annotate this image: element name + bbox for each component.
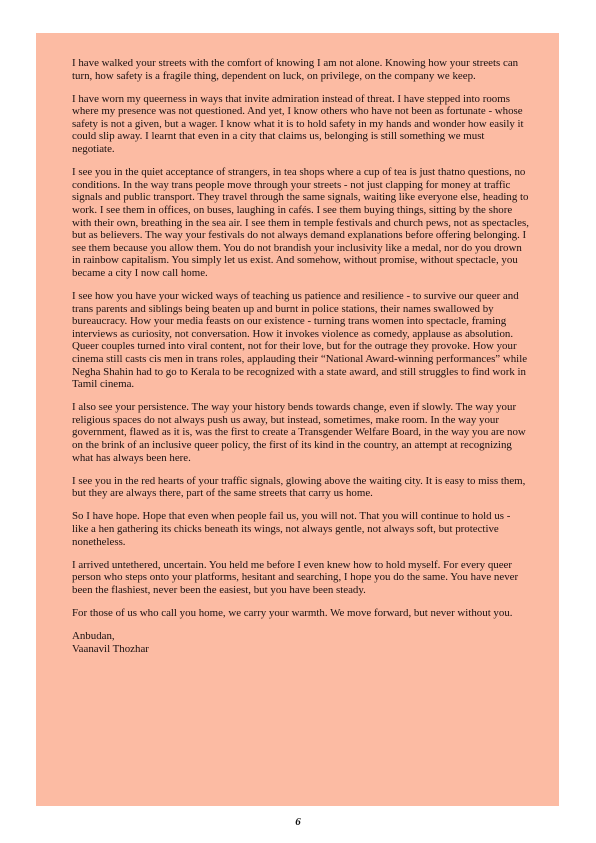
letter-paragraph-2: I have worn my queerness in ways that invite admiration instead of threat. I have stepped into rooms where my presence was not questioned. And yet, I know others who have not been as fortunate - whose safety is not a given, but a wager. I know what it is to hold safety in my hands and wonder how easily it could slip away. I learnt that even in a city that claims us, belonging is still something we must negotiate. [72,92,524,156]
letter-paragraph-7: So I have hope. Hope that even when people fail us, you will not. That you will continue to hold us - like a hen gathering its chicks beneath its wings, not always gentle, not always soft, but protective nonetheless. [72,510,511,548]
letter-paragraph-4: I see how you have your wicked ways of teaching us patience and resilience - to survive our queer and trans parents and siblings being beaten up and burnt in police stations, their names swallowed by bureaucracy. How your media feasts on our existence - turning trans women into spectacle, framing interviews as curiosity, not conversation. How it invokes violence as comedy, applause as absolution. Queer couples turned into viral content, not for their love, but for the outrage they provoke. How your cinema still casts cis men in trans roles, applauding their “National Award-winning performances” while Negha Shahin had to go to Kerala to be recognized with a state award, and still struggles to find work in Tamil cinema. [72,290,528,391]
letter-closing: Anbudan, [72,630,115,643]
letter-signature: Vaanavil Thozhar [72,642,149,655]
letter-paragraph-3: I see you in the quiet acceptance of strangers, in tea shops where a cup of tea is just thatno questions, no conditions. In the way trans people move through your streets - not just clapping for money at traffic signals and public transport. They travel through the same signals, waiting like everyone else, heading to work. I see them in offices, on buses, laughing in cafés. I see them buying things, sitting by the shore with their own, breathing in the sea air. I see them in temple festivals and church pews, not as spectacles, but as believers. The way your festivals do not always demand explanations before offering belonging. I see them because you allow them. You do not brandish your inclusivity like a medal, nor do you drown in rainbow capitalism. You simply let us exist. And somehow, without promise, without spectacle, you became a city I now call home. [72,166,529,279]
letter-paragraph-5: I also see your persistence. The way your history bends towards change, even if slowly. The way your religious spaces do not always push us away, but instead, sometimes, make room. In the way your government, flawed as it is, was the first to create a Transgender Welfare Board, in the way you are now on the brink of an inclusive queer policy, the first of its kind in the country, an attempt at recognizing what has always been here. [72,401,526,464]
letter-paragraph-8: I arrived untethered, uncertain. You held me before I even knew how to hold myself. For every queer person who steps onto your platforms, hesitant and searching, I hope you do the same. You have never been the flashiest, never been the easiest, but you have been steady. [72,558,519,596]
letter-signoff [72,630,529,655]
letter-paragraph-1: I have walked your streets with the comfort of knowing I am not alone. Knowing how your streets can turn, how safety is a fragile thing, dependent on luck, on privilege, on the company we keep. [72,57,519,82]
page-number: 6 [295,816,301,828]
letter-paragraph-6: I see you in the red hearts of your traffic signals, glowing above the waiting city. It is easy to miss them, but they are always there, part of the same streets that carry us home. [72,474,526,500]
letter-panel [36,33,559,806]
letter-paragraph-9: For those of us who call you home, we carry your warmth. We move forward, but never without you. [72,606,513,619]
